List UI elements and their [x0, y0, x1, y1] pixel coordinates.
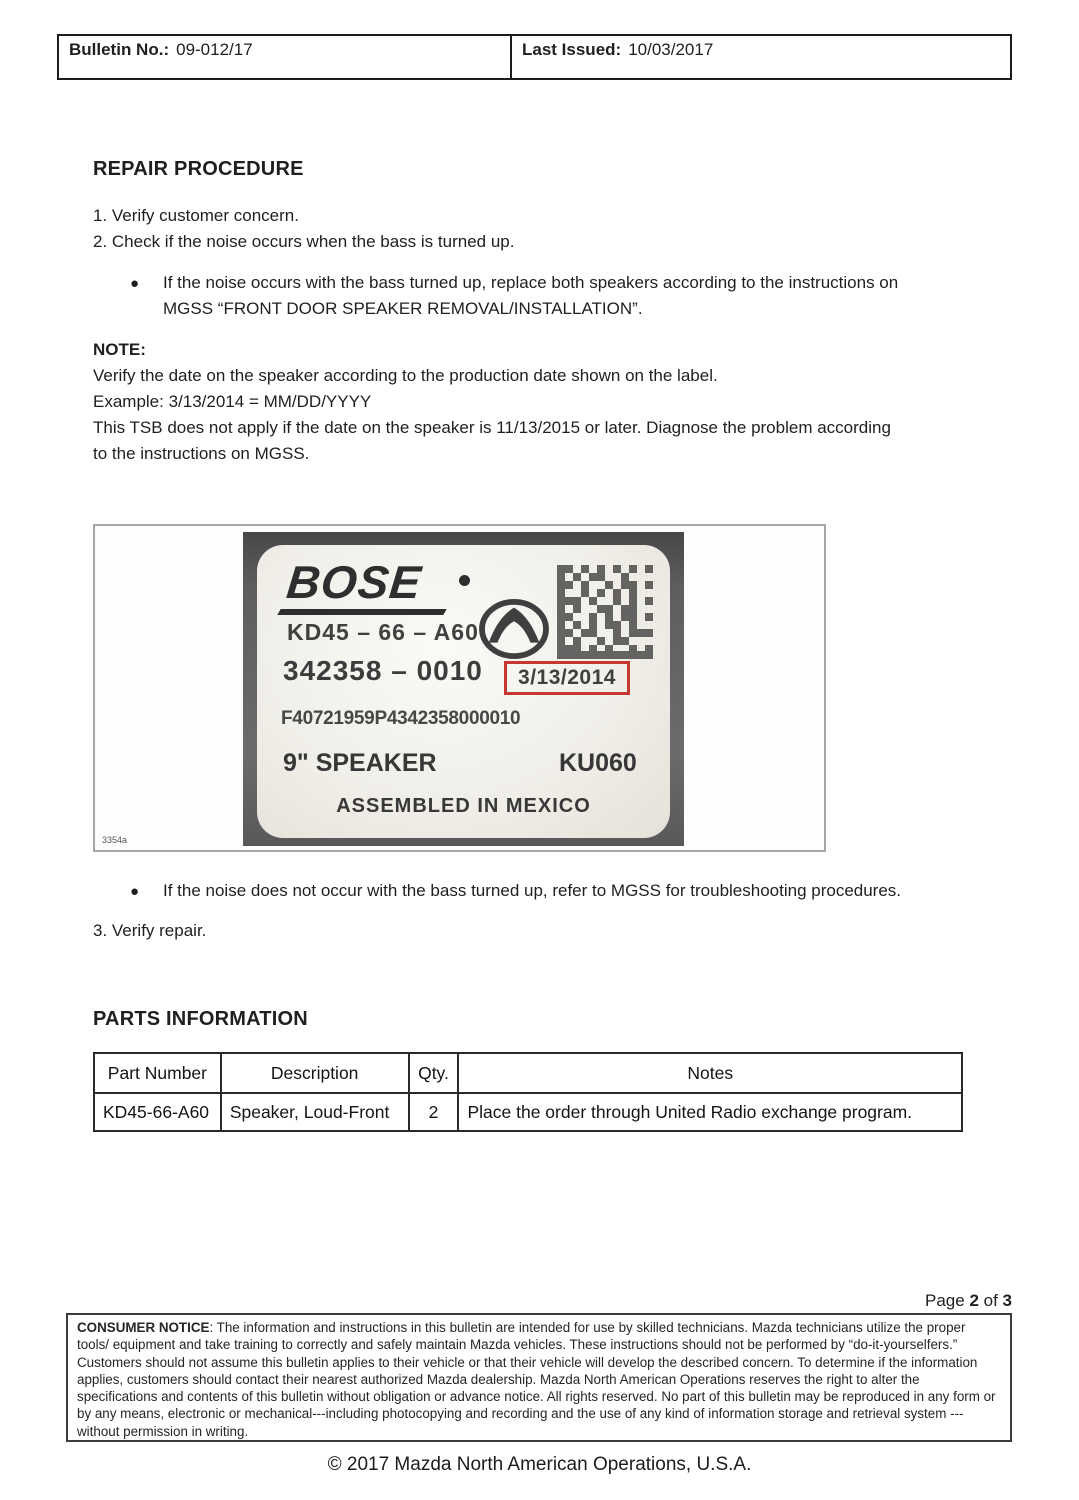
table-row — [94, 1093, 962, 1131]
note-line-1: Verify the date on the speaker according to the production date shown on the label. — [93, 366, 718, 385]
parts-table — [93, 1052, 963, 1132]
repair-procedure-heading: REPAIR PROCEDURE — [93, 158, 304, 180]
column-header-notes: Notes — [458, 1053, 962, 1093]
datamatrix-barcode-icon — [557, 565, 653, 659]
bullet-icon: ● — [130, 883, 140, 900]
bose-logo-dot-icon — [459, 575, 470, 586]
page-total: 3 — [1002, 1291, 1012, 1310]
copyright-line: © 2017 Mazda North American Operations, U.S.A. — [327, 1454, 752, 1475]
column-header-qty: Qty. — [409, 1053, 459, 1093]
speaker-label — [257, 545, 670, 838]
label-speaker-size: 9" SPEAKER — [283, 749, 437, 777]
figure-reference-number: 3354a — [102, 835, 128, 845]
label-model-code: KU060 — [559, 749, 637, 777]
bose-logo: BOSE — [284, 556, 425, 608]
page-indicator: Page 2 of 3 — [925, 1291, 1012, 1310]
notes-cell: Place the order through United Radio exchange program. — [458, 1093, 962, 1131]
speaker-label-photo — [243, 532, 684, 846]
step-2: 2. Check if the noise occurs when the bass is turned up. — [93, 232, 515, 251]
bulletin-header-table — [57, 34, 1012, 80]
step-1: 1. Verify customer concern. — [93, 206, 299, 225]
step-3: 3. Verify repair. — [93, 921, 207, 940]
mazda-logo-icon — [477, 597, 551, 661]
description-cell: Speaker, Loud-Front — [221, 1093, 409, 1131]
column-header-part-number: Part Number — [94, 1053, 221, 1093]
speaker-label-figure — [93, 524, 826, 852]
bulletin-number-cell — [59, 36, 512, 78]
bulletin-number-value: 09-012/17 — [176, 40, 253, 59]
bose-logo-underline — [277, 609, 446, 615]
note-line-4: to the instructions on MGSS. — [93, 444, 310, 463]
qty-cell: 2 — [409, 1093, 459, 1131]
parts-table-header-row — [94, 1053, 962, 1093]
column-header-description: Description — [221, 1053, 409, 1093]
last-issued-value: 10/03/2017 — [628, 40, 714, 59]
production-date: 3/13/2014 — [518, 666, 616, 689]
label-lot-code: F40721959P4342358000010 — [281, 708, 521, 729]
consumer-notice-label: CONSUMER NOTICE — [77, 1320, 210, 1335]
label-serial-number: 342358 – 0010 — [283, 655, 483, 686]
last-issued-label: Last Issued: — [522, 40, 622, 59]
note-line-2: Example: 3/13/2014 = MM/DD/YYYY — [93, 392, 372, 411]
consumer-notice-text: : The information and instructions in this bulletin are intended for use by skilled technicians. Mazda technicians utilize the proper tools/ equipment and take training to correctly and safely maintain Mazda vehicles. These instructions should not be performed by “do-it-yourselfers.” Customers should not assume this bulletin applies to their vehicle or that their vehicle will develop the described concern. To determine if the information applies, customers should contact their nearest authorized Mazda dealership. Mazda North American Operations reserves the right to alter the specifications and contents of this bulletin without obligation or advance notice. All rights reserved. No part of this bulletin may be reproduced in any form or by any means, electronic or mechanical---including photocopying and recording and the use of any kind of information storage and retrieval system ---without permission in writing. — [77, 1320, 996, 1439]
bullet-item-replace-speakers — [130, 270, 898, 322]
parts-information-heading: PARTS INFORMATION — [93, 1008, 308, 1030]
page-number: 2 — [969, 1291, 979, 1310]
bullet-item-text: If the noise does not occur with the bass turned up, refer to MGSS for troubleshooting procedures. — [163, 881, 902, 900]
label-origin: ASSEMBLED IN MEXICO — [336, 795, 591, 817]
bulletin-number-label: Bulletin No.: — [69, 40, 170, 59]
label-part-number: KD45 – 66 – A60 — [287, 619, 479, 645]
part-number-cell: KD45-66-A60 — [94, 1093, 221, 1131]
production-date-box — [504, 661, 630, 695]
bullet-icon: ● — [130, 275, 140, 292]
note-line-3: This TSB does not apply if the date on the speaker is 11/13/2015 or later. Diagnose the problem according — [93, 418, 891, 437]
consumer-notice-box — [66, 1313, 1012, 1442]
note-label: NOTE: — [93, 340, 146, 359]
bullet-item-text: If the noise occurs with the bass turned up, replace both speakers according to the instructions on MGSS “FRONT DOOR SPEAKER REMOVAL/INSTALLATION”. — [163, 273, 899, 318]
bullet-item-no-noise — [130, 878, 901, 905]
last-issued-cell — [512, 36, 1010, 78]
